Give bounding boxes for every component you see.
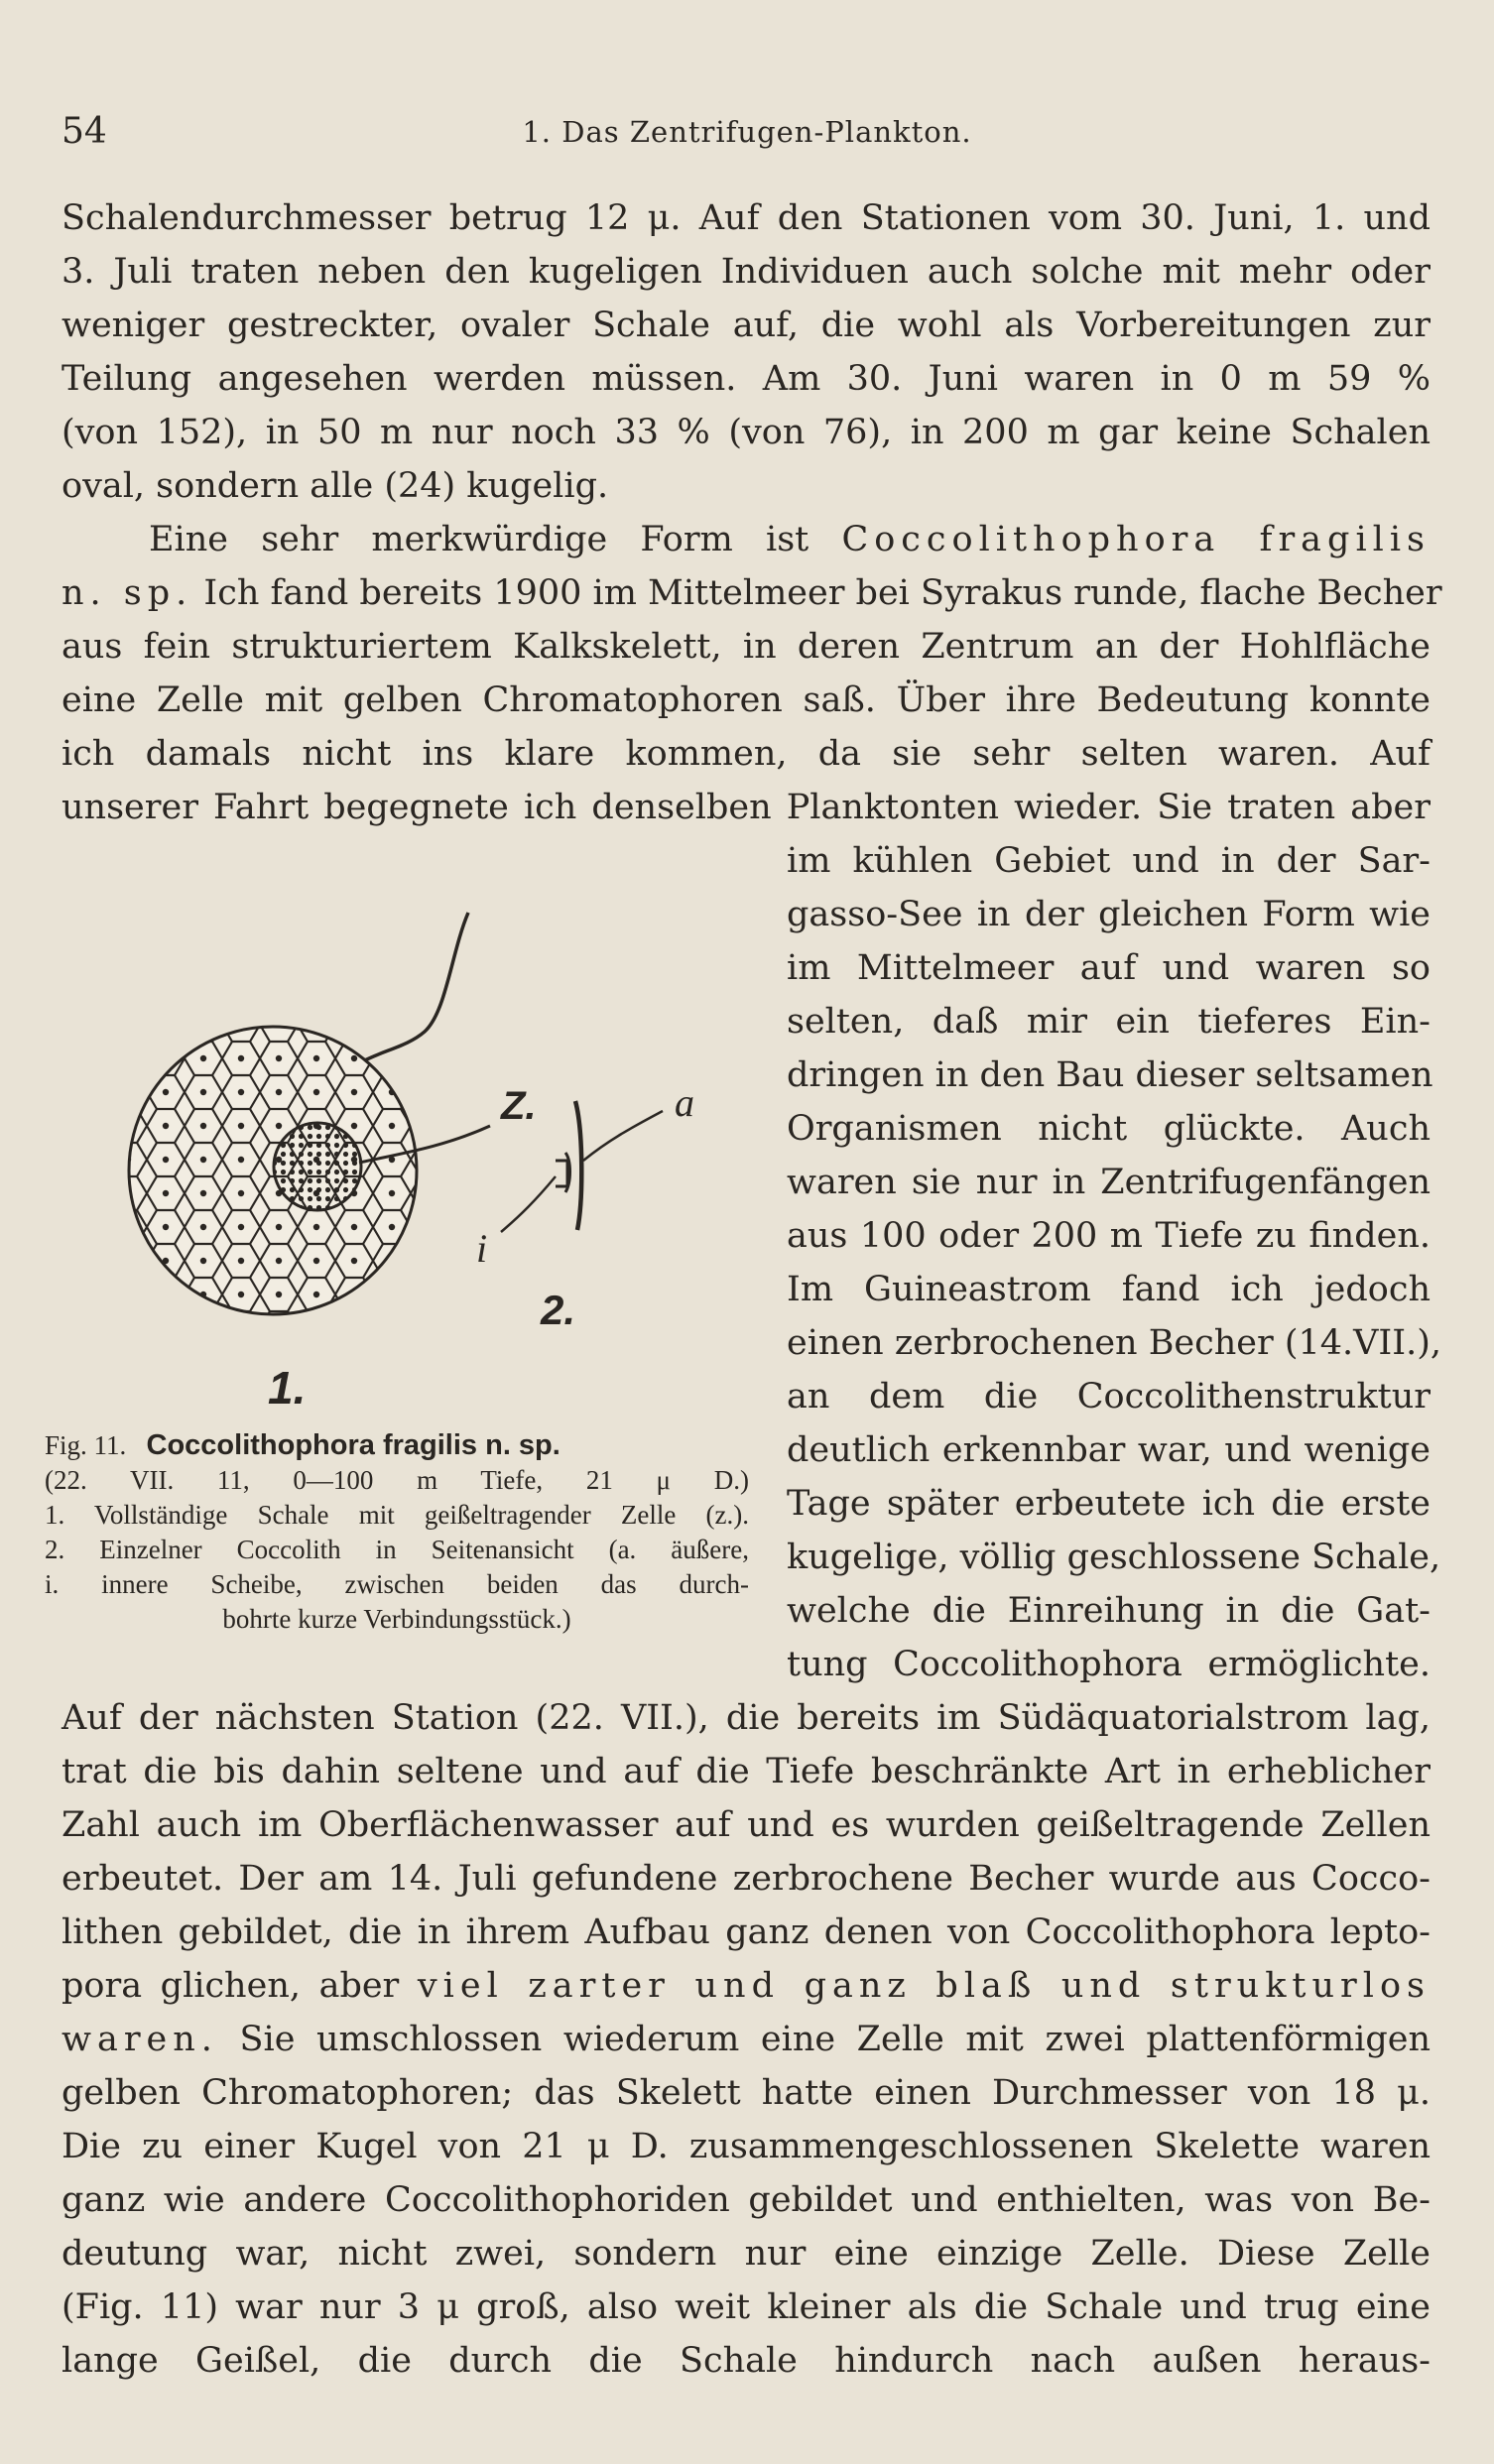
text-line: Schalendurchmesser betrug 12 μ. Auf den Stationen vom 30. Juni, 1. und xyxy=(62,198,1431,238)
text-line: (von 152), in 50 m nur noch 33 % (von 76), in 200 m gar keine Schalen xyxy=(62,413,1431,452)
caption-line: (22. VII. 11, 0—100 m Tiefe, 21 μ D.) xyxy=(45,1465,749,1495)
text-line: Zahl auch im Oberflächenwasser auf und es wurden geißeltragende Zellen xyxy=(62,1805,1431,1845)
text-line xyxy=(149,520,1431,559)
text-line: aus 100 oder 200 m Tiefe zu finden. xyxy=(787,1216,1431,1256)
text-line: gelben Chromatophoren; das Skelett hatte einen Durchmesser von 18 μ. xyxy=(62,2073,1431,2113)
text-line: waren sie nur in Zentrifugenfängen xyxy=(787,1163,1431,1202)
caption-line: bohrte kurze Verbindungsstück.) xyxy=(222,1604,571,1634)
outer-disc xyxy=(575,1101,581,1230)
species-name-spaced: Coccolithophora fragilis xyxy=(841,520,1431,559)
label-1: 1. xyxy=(268,1362,307,1414)
text-run: Eine sehr merkwürdige Form ist xyxy=(149,520,842,559)
a-pointer-line xyxy=(583,1111,663,1161)
caption-title-line xyxy=(45,1428,749,1463)
connecting-piece xyxy=(556,1161,567,1186)
text-line: eine Zelle mit gelben Chromatophoren saß. Über ihre Bedeutung konnte xyxy=(62,680,1431,720)
text-line: tung Coccolithophora ermöglichte. xyxy=(787,1645,1431,1684)
emphasis-spaced: waren. xyxy=(62,2020,218,2059)
label-z: Z. xyxy=(501,1084,537,1128)
i-pointer-line xyxy=(501,1176,556,1232)
caption-fig-number: Fig. 11. xyxy=(45,1430,127,1460)
text-run: pora glichen, aber xyxy=(62,1966,418,2006)
emphasis-spaced: viel zarter und ganz blaß und strukturlos xyxy=(417,1966,1431,2006)
text-line xyxy=(62,1966,1431,2006)
text-line: trat die bis dahin seltene und auf die Tiefe beschränkte Art in erheblicher xyxy=(62,1752,1431,1791)
label-i: i xyxy=(476,1226,488,1271)
text-line xyxy=(62,2020,1431,2059)
text-line: einen zerbrochenen Becher (14.VII.), xyxy=(787,1323,1441,1363)
text-line: im kühlen Gebiet und in der Sar- xyxy=(787,841,1431,881)
label-2: 2. xyxy=(541,1287,576,1333)
text-line: Auf der nächsten Station (22. VII.), die bereits im Südäquatorialstrom lag, xyxy=(62,1698,1431,1738)
page-header xyxy=(62,111,1432,161)
caption-title: Coccolithophora fragilis n. sp. xyxy=(146,1429,560,1461)
text-line: lange Geißel, die durch die Schale hindurch nach außen heraus- xyxy=(62,2341,1431,2381)
text-line: ich damals nicht ins klare kommen, da sie sehr selten waren. Auf xyxy=(62,734,1431,774)
text-line: dringen in den Bau dieser seltsamen xyxy=(787,1055,1433,1095)
central-cell xyxy=(274,1123,361,1210)
text-line: Im Guineastrom fand ich jedoch xyxy=(787,1270,1431,1309)
text-line: deutlich erkennbar war, und wenige xyxy=(787,1430,1431,1470)
text-run: Ich fand bereits 1900 im Mittelmeer bei Syrakus runde, flache Becher xyxy=(192,573,1442,613)
text-line: lithen gebildet, die in ihrem Aufbau ganz denen von Coccolithophora lepto- xyxy=(62,1912,1431,1952)
caption-line: 1. Vollständige Schale mit geißeltragender Zelle (z.). xyxy=(45,1500,749,1530)
text-line: unserer Fahrt begegnete ich denselben Planktonten wieder. Sie traten aber xyxy=(62,788,1431,827)
text-line: an dem die Coccolithenstruktur xyxy=(787,1377,1431,1417)
page-number: 54 xyxy=(62,111,107,152)
figure-11 xyxy=(109,873,784,1428)
text-line: (Fig. 11) war nur 3 μ groß, also weit kleiner als die Schale und trug eine xyxy=(62,2287,1431,2327)
running-head: 1. Das Zentrifugen-Plankton. xyxy=(522,115,972,149)
coccolith-illustration xyxy=(109,873,784,1428)
text-line: 3. Juli traten neben den kugeligen Individuen auch solche mit mehr oder xyxy=(62,252,1431,292)
text-line: weniger gestreckter, ovaler Schale auf, die wohl als Vorbereitungen zur xyxy=(62,306,1431,345)
text-line: im Mittelmeer auf und waren so xyxy=(787,948,1431,988)
figure-caption xyxy=(45,1428,749,1637)
label-a: a xyxy=(675,1080,694,1125)
caption-line: 2. Einzelner Coccolith in Seitenansicht (a. äußere, xyxy=(45,1535,749,1564)
text-line: gasso-See in der gleichen Form wie xyxy=(787,895,1431,934)
text-line: kugelige, völlig geschlossene Schale, xyxy=(787,1538,1441,1577)
text-run: Sie umschlossen wiederum eine Zelle mit zwei plattenförmigen xyxy=(217,2020,1431,2059)
text-line: erbeutet. Der am 14. Juli gefundene zerbrochene Becher wurde aus Cocco- xyxy=(62,1859,1431,1899)
text-line: ganz wie andere Coccolithophoriden gebildet und enthielten, was von Be- xyxy=(62,2180,1431,2220)
text-line: Organismen nicht glückte. Auch xyxy=(787,1109,1431,1149)
text-line: welche die Einreihung in die Gat- xyxy=(787,1591,1431,1631)
species-abbrev-spaced: n. sp. xyxy=(62,573,193,613)
text-line: deutung war, nicht zwei, sondern nur eine einzige Zelle. Diese Zelle xyxy=(62,2234,1431,2274)
text-line: aus fein strukturiertem Kalkskelett, in deren Zentrum an der Hohlfläche xyxy=(62,627,1431,667)
text-line: Teilung angesehen werden müssen. Am 30. Juni waren in 0 m 59 % xyxy=(62,359,1431,399)
text-line: Die zu einer Kugel von 21 μ D. zusammengeschlossenen Skelette waren xyxy=(62,2127,1431,2166)
text-line: oval, sondern alle (24) kugelig. xyxy=(62,466,609,506)
text-line: Tage später erbeutete ich die erste xyxy=(787,1484,1431,1524)
text-line xyxy=(62,573,1442,613)
text-line: selten, daß mir ein tieferes Ein- xyxy=(787,1002,1431,1042)
caption-line: i. innere Scheibe, zwischen beiden das durch- xyxy=(45,1569,749,1599)
